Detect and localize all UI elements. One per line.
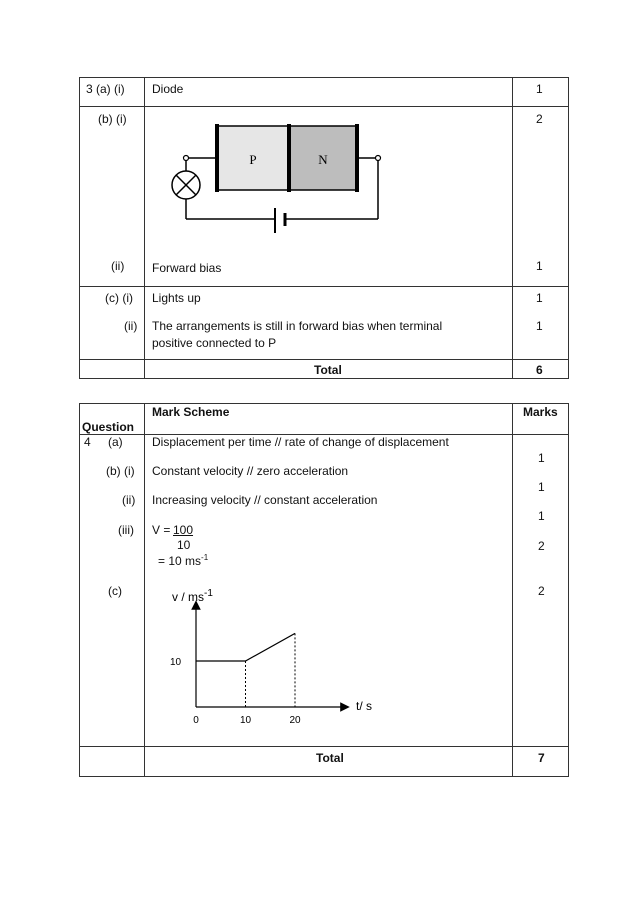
table2-col-divider	[144, 403, 145, 777]
question-number-3b-ii: (ii)	[111, 259, 125, 273]
y-axis-label-text: v / ms	[172, 590, 204, 604]
table2-row-divider	[79, 746, 569, 747]
mark-4b-iii: 2	[538, 539, 545, 553]
p-label: P	[249, 152, 257, 167]
table1-col-divider	[144, 77, 145, 379]
table2-col-divider	[512, 403, 513, 777]
table1-row-divider	[79, 359, 569, 360]
diode-circuit-diagram	[165, 118, 395, 238]
answer-3c-ii-line1: The arrangements is still in forward bias when terminal	[152, 319, 443, 333]
question-4c: (c)	[108, 584, 122, 598]
table1-row-divider	[79, 286, 569, 287]
question-number-3b-i: (b) (i)	[98, 112, 127, 126]
question-4a: (a)	[108, 435, 123, 449]
mark-3b-ii: 1	[536, 259, 543, 273]
table1-border-top	[79, 77, 569, 78]
answer-forward-bias: Forward bias	[152, 261, 222, 275]
table1-border-bottom	[79, 378, 569, 379]
question-number-3c-ii: (ii)	[124, 319, 138, 333]
x-tick-label: 0	[193, 715, 199, 726]
question-number-4: 4	[84, 435, 91, 449]
mark-4c: 2	[538, 584, 545, 598]
table1-total-value: 6	[536, 363, 543, 377]
table1-border-right	[568, 77, 569, 379]
x-axis-label: t/ s	[356, 699, 373, 713]
table1-border-left	[79, 77, 80, 379]
battery-icon	[275, 208, 285, 233]
lamp-icon	[172, 171, 200, 199]
right-terminal	[376, 156, 381, 161]
answer-4a: Displacement per time // rate of change of displacement	[152, 435, 449, 449]
table2-border-top	[79, 403, 569, 404]
calc-lhs: V =	[152, 523, 171, 537]
table1-col-divider	[512, 77, 513, 379]
answer-4b-ii: Increasing velocity // constant acceleration	[152, 493, 378, 507]
x-tick-label: 20	[289, 715, 301, 726]
left-terminal	[184, 156, 189, 161]
mark-3a-i: 1	[536, 82, 543, 96]
velocity-time-graph	[150, 585, 390, 735]
answer-lights-up: Lights up	[152, 291, 201, 305]
calc-result	[158, 553, 208, 568]
header-mark-scheme: Mark Scheme	[152, 405, 230, 419]
mark-4b-i: 1	[538, 480, 545, 494]
question-number-3c-i: (c) (i)	[105, 291, 133, 305]
mark-3c-ii: 1	[536, 319, 543, 333]
table2-border-left	[79, 403, 80, 777]
x-tick-label: 10	[239, 715, 252, 726]
mark-3b-i: 2	[536, 112, 543, 126]
table1-total-label: Total	[314, 363, 342, 377]
mark-3c-i: 1	[536, 291, 543, 305]
calc-result-value: = 10 ms	[158, 554, 202, 568]
table2-total-label: Total	[316, 751, 344, 765]
header-marks: Marks	[523, 405, 558, 419]
calc-numerator: 100	[173, 523, 194, 537]
y-axis-label	[172, 588, 213, 604]
table2-border-right	[568, 403, 569, 777]
calc-result-exponent: -1	[201, 553, 209, 562]
answer-diode: Diode	[152, 82, 184, 96]
question-4b-i: (b) (i)	[106, 464, 135, 478]
question-4b-iii: (iii)	[118, 523, 134, 537]
question-number-3a-i: 3 (a) (i)	[86, 82, 125, 96]
series-line	[196, 633, 295, 661]
y-axis-label-exponent: -1	[204, 588, 213, 599]
calc-denominator: 10	[177, 538, 191, 552]
mark-4b-ii: 1	[538, 509, 545, 523]
mark-4a: 1	[538, 451, 545, 465]
n-label: N	[318, 152, 328, 167]
answer-4b-i: Constant velocity // zero acceleration	[152, 464, 349, 478]
y-tick-label: 10	[170, 657, 182, 668]
header-question: Question	[82, 420, 135, 434]
table2-border-bottom	[79, 776, 569, 777]
table1-row-divider	[79, 106, 569, 107]
graph-marks	[170, 633, 301, 726]
answer-3c-ii-line2: positive connected to P	[152, 336, 277, 350]
table2-total-value: 7	[538, 751, 545, 765]
question-4b-ii: (ii)	[122, 493, 136, 507]
